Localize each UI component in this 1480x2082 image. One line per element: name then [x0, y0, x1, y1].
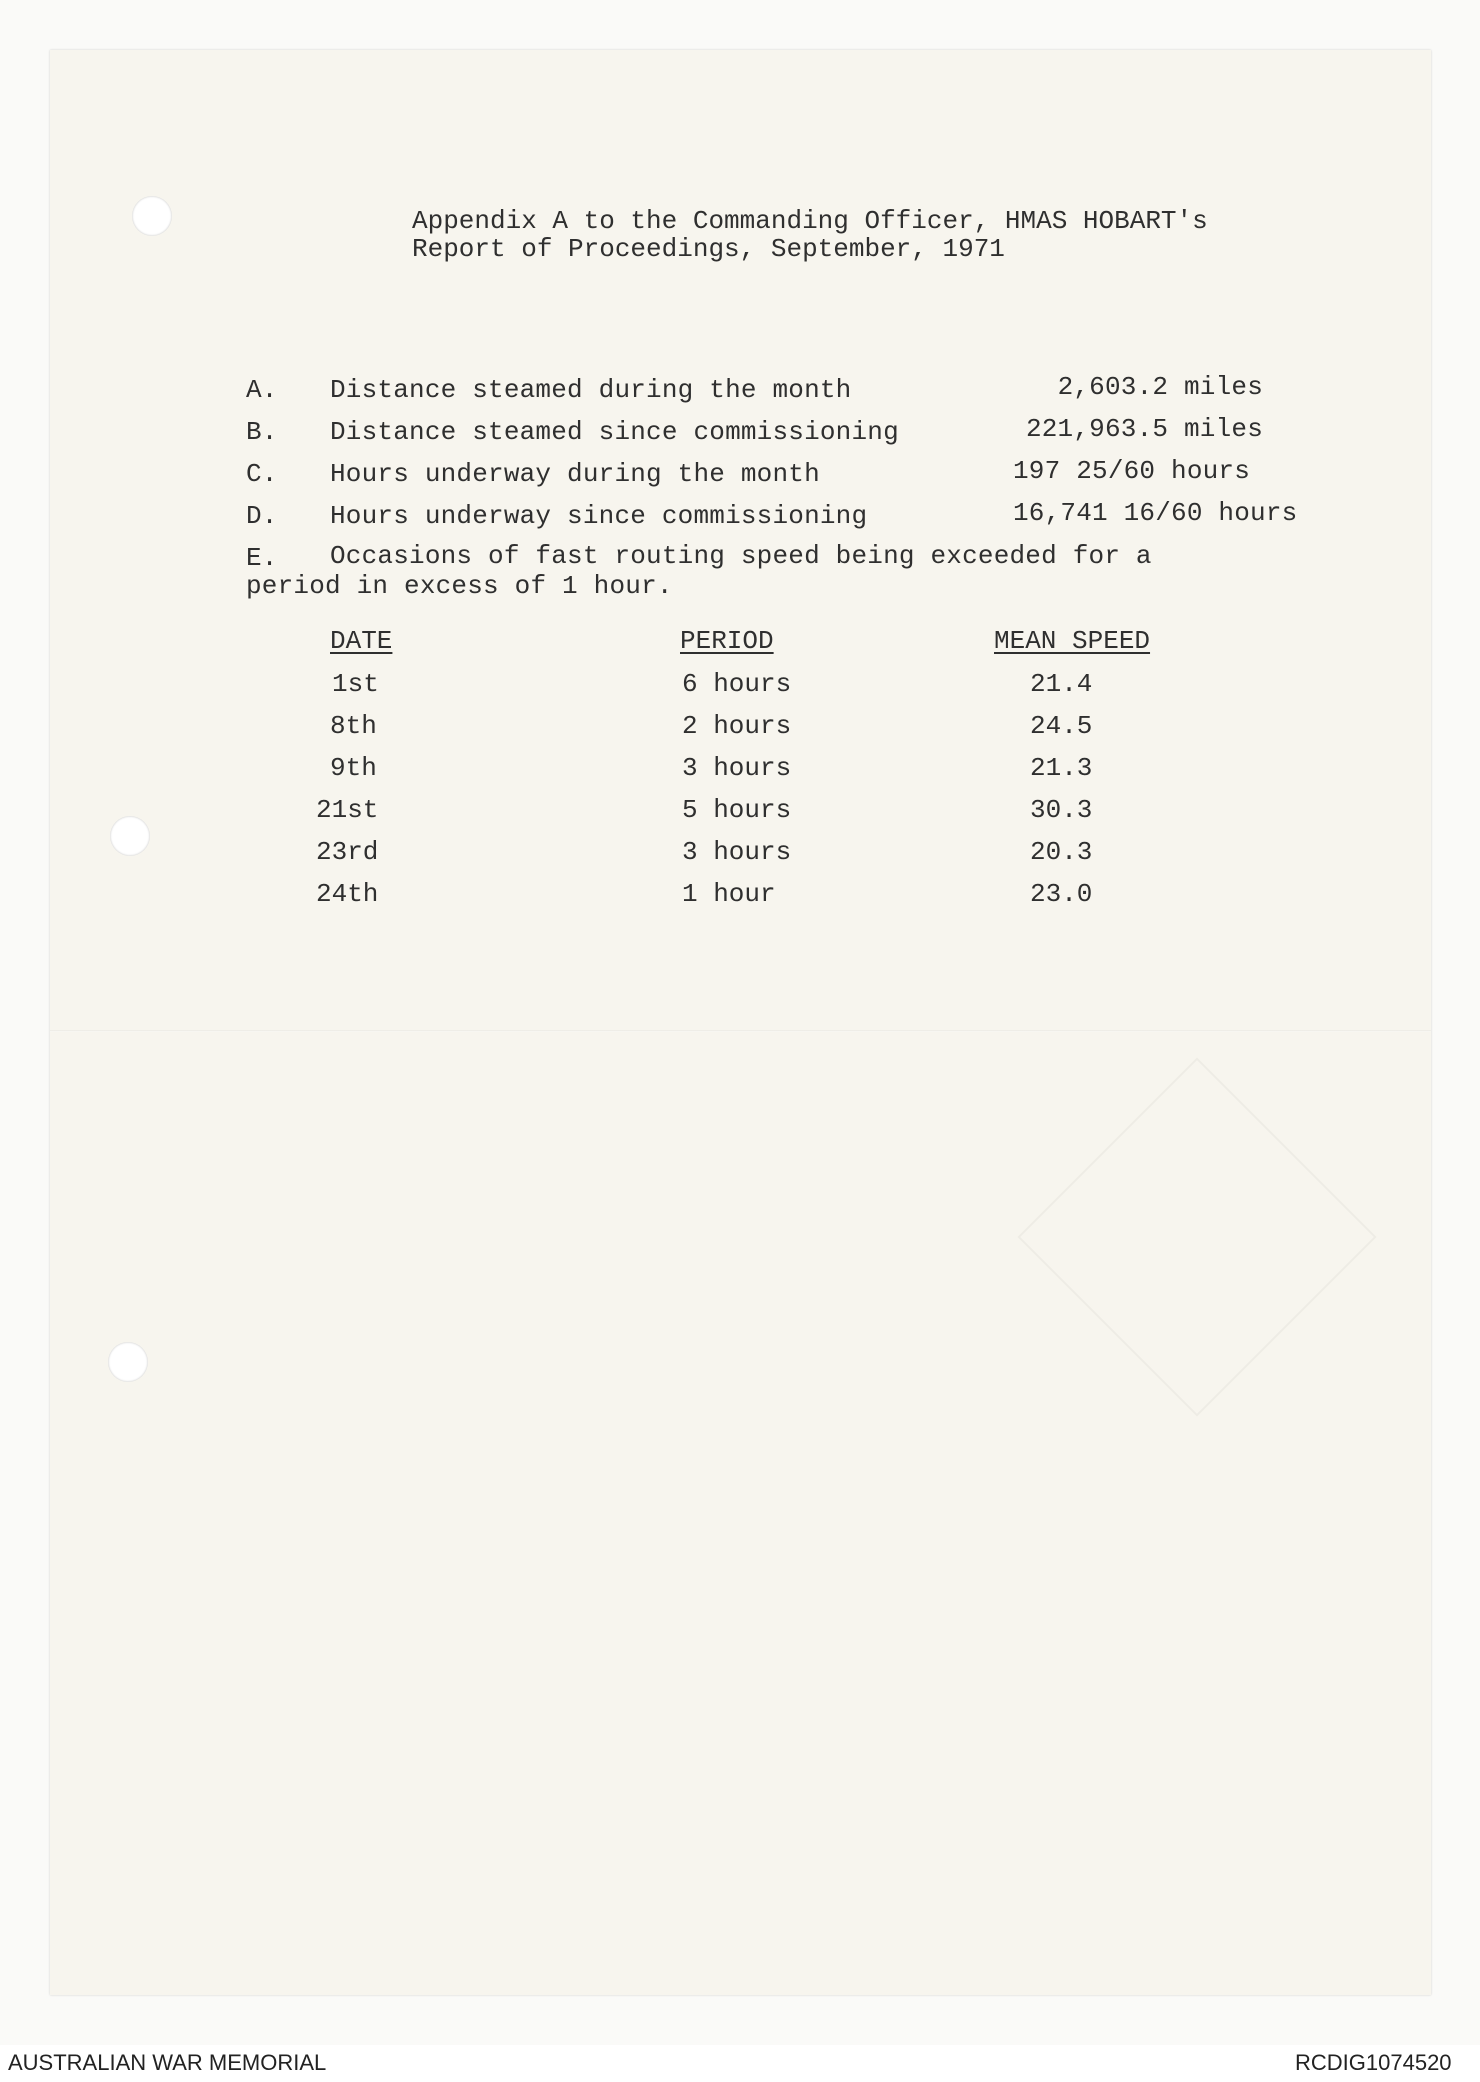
table-cell-period: 2 hours: [682, 711, 792, 741]
item-e-line-2: period in excess of 1 hour.: [246, 571, 673, 601]
table-header-period: PERIOD: [680, 626, 774, 656]
table-cell-date: 23rd: [316, 837, 379, 867]
footer-archive-name: AUSTRALIAN WAR MEMORIAL: [8, 2050, 327, 2075]
fold-line: [50, 1030, 1431, 1032]
table-cell-speed: 30.3: [1030, 795, 1093, 825]
document-page: [50, 50, 1431, 1995]
item-c-text: Hours underway during the month: [330, 459, 820, 489]
table-cell-speed: 20.3: [1030, 837, 1093, 867]
footer-record-id: RCDIG1074520: [1295, 2050, 1452, 2075]
table-cell-date: 24th: [316, 879, 379, 909]
table-cell-period: 6 hours: [682, 669, 792, 699]
table-header-date: DATE: [330, 626, 393, 656]
item-d-letter: D.: [246, 501, 278, 531]
table-cell-period: 3 hours: [682, 837, 792, 867]
heading-line-2: Report of Proceedings, September, 1971: [412, 234, 1005, 264]
table-cell-period: 1 hour: [682, 879, 776, 909]
item-a-value: 2,603.2 miles: [1057, 372, 1263, 402]
embossed-seal: [1017, 1057, 1376, 1416]
punch-hole-top: [132, 196, 172, 236]
table-cell-period: 5 hours: [682, 795, 792, 825]
item-b-letter: B.: [246, 417, 278, 447]
punch-hole-middle: [110, 816, 150, 856]
table-cell-date: 9th: [330, 753, 377, 783]
item-d-value: 16,741 16/60 hours: [1013, 498, 1298, 528]
table-cell-speed: 21.3: [1030, 753, 1093, 783]
item-b-text: Distance steamed since commissioning: [330, 417, 899, 447]
heading-line-1: Appendix A to the Commanding Officer, HMAS HOBART's: [412, 206, 1208, 236]
table-cell-period: 3 hours: [682, 753, 792, 783]
table-cell-date: 8th: [330, 711, 377, 741]
table-cell-speed: 24.5: [1030, 711, 1093, 741]
item-d-text: Hours underway since commissioning: [330, 501, 868, 531]
table-cell-date: 21st: [316, 795, 379, 825]
item-b-value: 221,963.5 miles: [1025, 414, 1263, 444]
item-e-line-1: Occasions of fast routing speed being exceeded for a: [330, 541, 1152, 571]
punch-hole-bottom: [108, 1342, 148, 1382]
table-cell-speed: 23.0: [1030, 879, 1093, 909]
item-c-value: 197 25/60 hours: [1013, 456, 1251, 486]
item-c-letter: C.: [246, 459, 278, 489]
table-header-mean-speed: MEAN SPEED: [994, 626, 1151, 656]
item-a-text: Distance steamed during the month: [330, 375, 852, 405]
table-cell-speed: 21.4: [1030, 669, 1093, 699]
item-a-letter: A.: [246, 375, 278, 405]
item-e-letter: E.: [246, 543, 278, 573]
table-cell-date: 1st: [332, 669, 379, 699]
